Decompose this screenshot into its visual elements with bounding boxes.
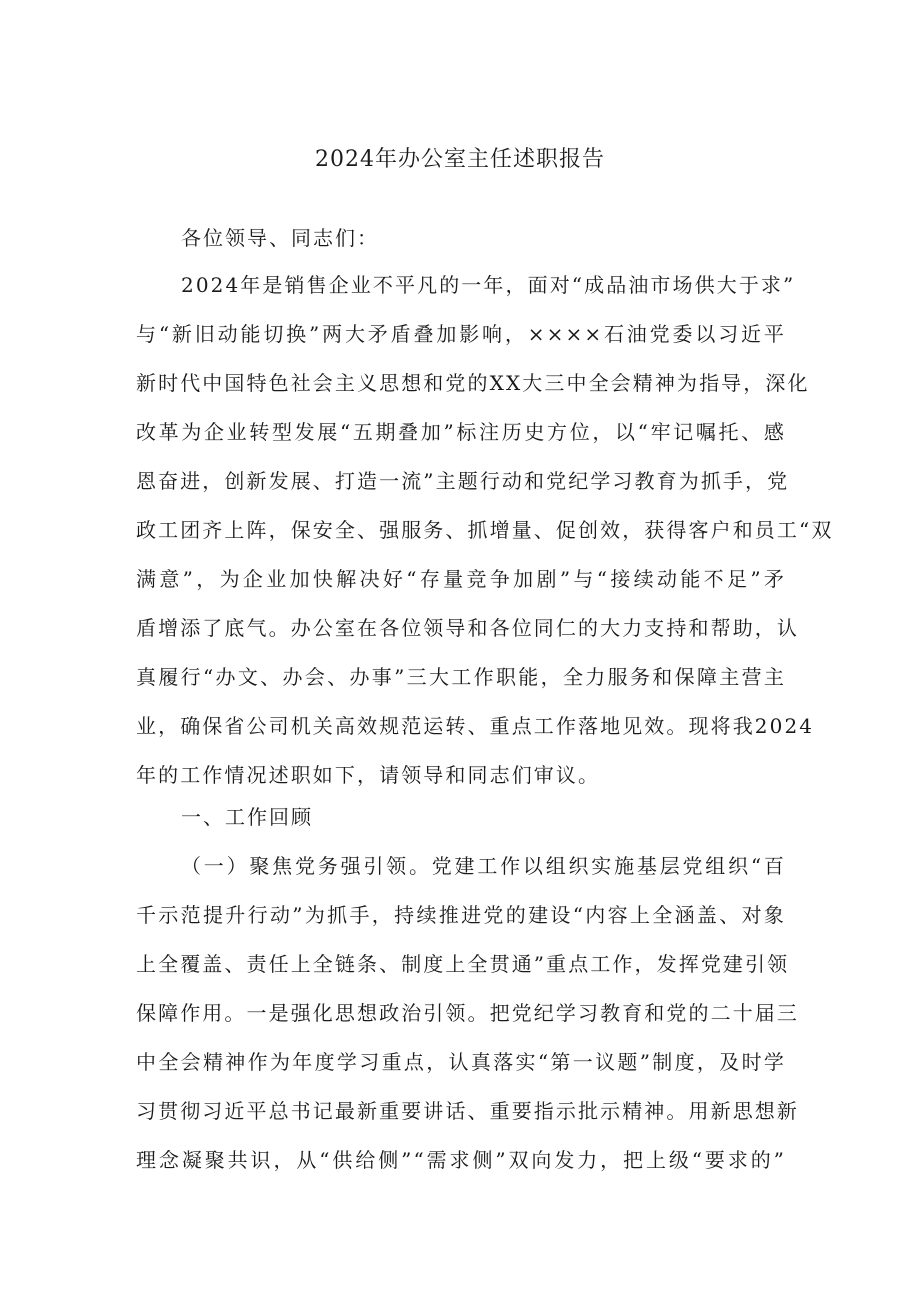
- paragraph-2-line: （一）聚焦党务强引领。党建工作以组织实施基层党组织“百: [181, 854, 786, 878]
- paragraph-2-line: 保障作用。一是强化思想政治引领。把党纪学习教育和党的二十届三: [136, 1001, 799, 1025]
- paragraph-1-line: 年的工作情况述职如下，请领导和同志们审议。: [136, 763, 601, 787]
- paragraph-1-line: 满意”，为企业加快解决好“存量竞争加剧”与“接续动能不足”矛: [136, 567, 786, 591]
- paragraph-2-line: 中全会精神作为年度学习重点，认真落实“第一议题”制度，及时学: [136, 1050, 786, 1074]
- paragraph-1-line: 改革为企业转型发展“五期叠加”标注历史方位，以“牢记嘱托、感: [136, 420, 786, 444]
- paragraph-2-line: 习贯彻习近平总书记最新重要讲话、重要指示批示精神。用新思想新: [136, 1099, 799, 1123]
- paragraph-1-line: 新时代中国特色社会主义思想和党的XX大三中全会精神为指导，深化: [136, 371, 810, 395]
- paragraph-2-line: 千示范提升行动”为抓手，持续推进党的建设“内容上全涵盖、对象: [136, 903, 786, 927]
- paragraph-1-line: 真履行“办文、办会、办事”三大工作职能，全力服务和保障主营主: [136, 665, 786, 689]
- paragraph-1-line: 盾增添了底气。办公室在各位领导和各位同仁的大力支持和帮助，认: [136, 616, 799, 640]
- paragraph-1-line: 与“新旧动能切换”两大矛盾叠加影响，××××石油党委以习近平: [136, 322, 786, 346]
- paragraph-1-line: 业，确保省公司机关高效规范运转、重点工作落地见效。现将我2024: [136, 714, 815, 738]
- document-title: 2024年办公室主任述职报告: [315, 147, 605, 172]
- paragraph-1-line: 恩奋进，创新发展、打造一流”主题行动和党纪学习教育为抓手，党: [136, 469, 790, 493]
- paragraph-1-line: 2024年是销售企业不平凡的一年，面对“成品油市场供大于求”: [181, 273, 796, 297]
- paragraph-1-line: 政工团齐上阵，保安全、强服务、抓增量、促创效，获得客户和员工“双: [136, 518, 834, 542]
- paragraph-2-line: 上全覆盖、责任上全链条、制度上全贯通”重点工作，发挥党建引领: [136, 952, 790, 976]
- salutation: 各位领导、同志们：: [181, 226, 379, 250]
- section-heading: 一、工作回顾: [181, 805, 313, 829]
- paragraph-2-line: 理念凝聚共识，从“供给侧”“需求侧”双向发力，把上级“要求的”: [136, 1148, 786, 1172]
